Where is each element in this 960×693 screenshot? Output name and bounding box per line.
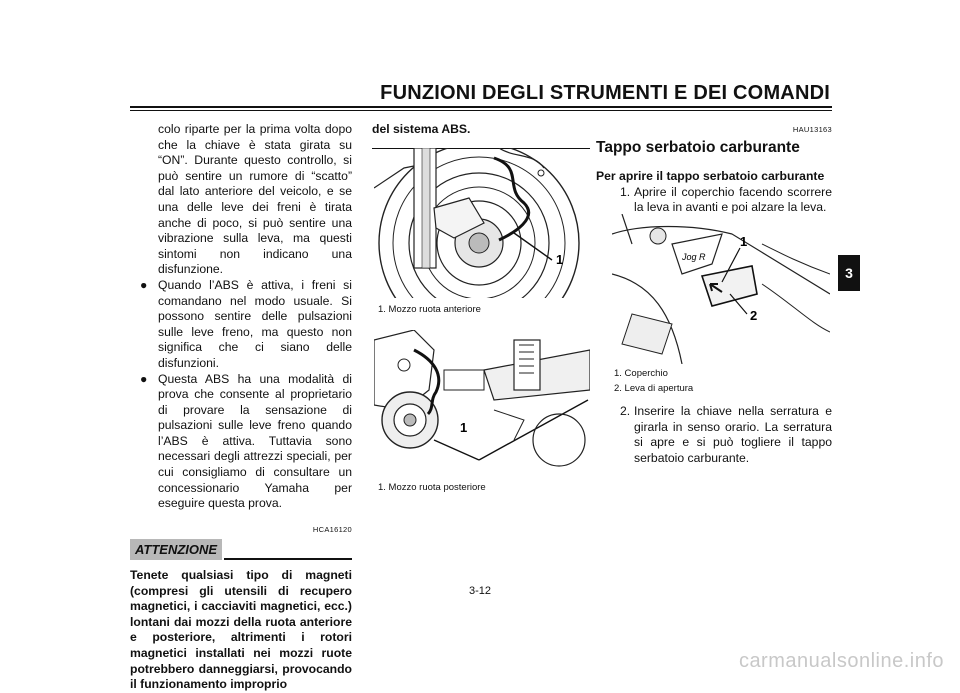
step-number: 1.: [620, 184, 631, 199]
caution-code: HCA16120: [312, 524, 352, 534]
left-column: [130, 122, 352, 693]
figure-caption: 1. Coperchio: [614, 368, 668, 379]
chapter-tab: 3: [838, 255, 860, 291]
caution-label: ATTENZIONE: [130, 539, 222, 560]
step-item: [596, 404, 832, 466]
paragraph-continuation: colo riparte per la prima volta dopo che la chiave è stata girata su “ON”. Durante questo controllo, si può sentire un rumore di “scatto” dal lato anteriore del veicolo, e se una delle leve dei freni è tirata anche di poco, si può sentire una vibrazione sulla leva, ma questi sintomi non indicano una disfunzione.: [158, 122, 352, 277]
bullet-text: Quando l’ABS è attiva, i freni si comandano nel modo usuale. Si possono sentire delle pulsazioni sulle leve freno, ma questo non significa che ci siano delle disfunzioni.: [158, 277, 352, 370]
step-item: [596, 185, 832, 216]
right-column-lower: [596, 404, 832, 466]
header-rule: [130, 106, 832, 108]
header-rule-thin: [130, 110, 832, 111]
figure-caption: 2. Leva di apertura: [614, 383, 694, 394]
caution-rule: [224, 558, 352, 560]
step-number: 2.: [620, 404, 631, 418]
section-title: Tappo serbatoio carburante: [596, 138, 800, 156]
logo-text: Jog R: [682, 252, 706, 262]
fuel-cap-illustration: [612, 214, 830, 364]
figure-callout-1: 1: [740, 234, 748, 249]
figure-callout-2: 2: [750, 308, 758, 323]
figure-callout: 1: [556, 252, 564, 267]
caution-text: Tenete qualsiasi tipo di magneti (compresi gli utensili di recupero magnetici, i cacciaviti magnetici, ecc.) lontani dai mozzi della ruota anteriore e posteriore, altrimenti i rotori magnetici installati nei mozzi ruote potrebbero danneggiarsi, provocando il funzionamento improprio: [130, 568, 352, 692]
bullet-icon: ●: [140, 371, 148, 386]
right-column: [596, 122, 832, 216]
step-text: Aprire il coperchio facendo scorrere la leva in avanti e poi alzare la leva.: [634, 184, 832, 215]
bullet-item: [130, 372, 352, 512]
rear-wheel-hub-illustration: [374, 330, 590, 470]
page-number: 3-12: [468, 585, 492, 597]
front-wheel-hub-illustration: [374, 148, 590, 298]
section-continuation-title: del sistema ABS.: [372, 122, 471, 136]
figure-callout: 1: [460, 420, 468, 435]
bullet-item: [130, 278, 352, 372]
caution-header: [130, 539, 352, 560]
bullet-icon: ●: [140, 277, 148, 292]
section-code: HAU13163: [792, 125, 832, 134]
figure-caption: 1. Mozzo ruota anteriore: [378, 304, 481, 315]
middle-column: [372, 122, 590, 149]
page-title: FUNZIONI DEGLI STRUMENTI E DEI COMANDI: [380, 82, 830, 104]
watermark: carmanualsonline.info: [738, 650, 944, 672]
bullet-text: Questa ABS ha una modalità di prova che consente al proprietario di provare la sensazione di pulsazioni sulle leve freno quando l’ABS è attiva. Tuttavia sono necessari degli attrezzi speciali, per cui consigliamo di consultare un concessionario Yamaha per eseguire questa prova.: [158, 371, 352, 511]
figure-caption: 1. Mozzo ruota posteriore: [378, 482, 486, 493]
step-text: Inserire la chiave nella serratura e girarla in senso orario. La serratura si apre e si può togliere il tappo serbatoio carburante.: [634, 404, 832, 465]
section-subtitle: Per aprire il tappo serbatoio carburante: [596, 169, 825, 184]
